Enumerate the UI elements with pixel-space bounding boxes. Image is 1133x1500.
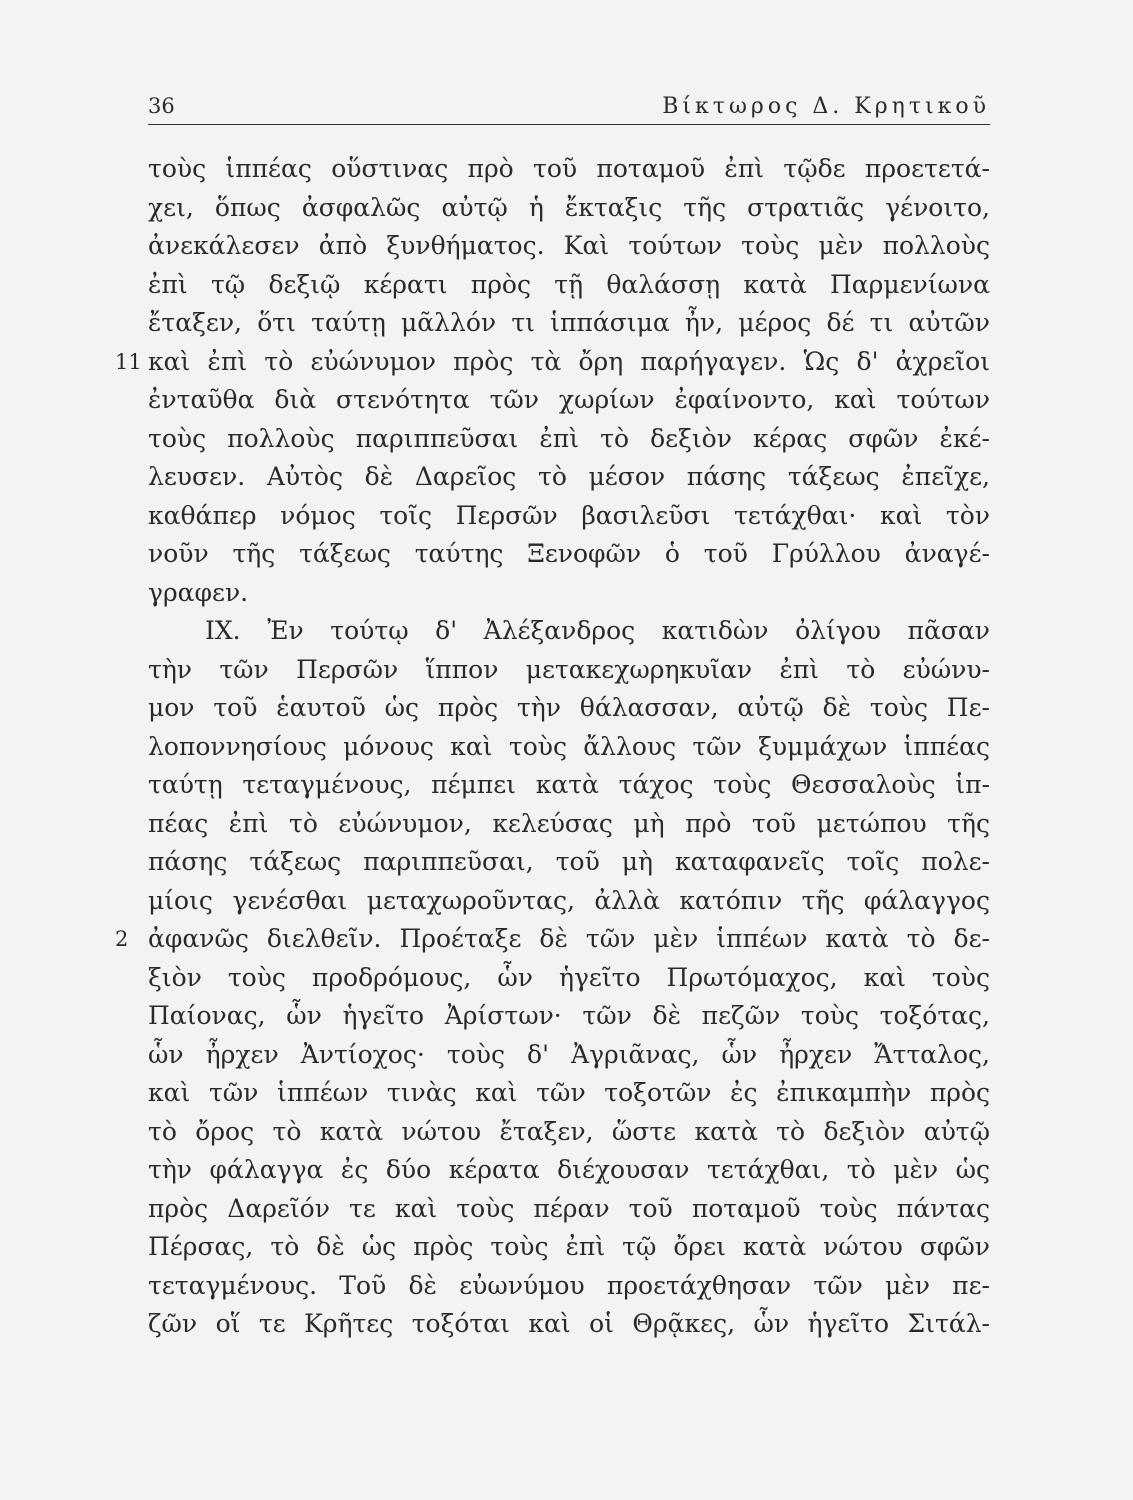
line-text: ἀφανῶς διελθεῖν. Προέταξε δὲ τῶν μὲν ἱππέων κατὰ τὸ δε- xyxy=(148,924,990,953)
running-head: Βίκτωρος Δ. Κρητικοῦ xyxy=(662,94,990,119)
line-text: Πέρσας, τὸ δὲ ὡς πρὸς τοὺς ἐπὶ τῷ ὄρει κατὰ νώτου σφῶν xyxy=(148,1232,990,1261)
text-line xyxy=(148,420,990,459)
line-text: μίοις γενέσθαι μεταχωροῦντας, ἀλλὰ κατόπιν τῆς φάλαγγος xyxy=(148,885,990,915)
text-line xyxy=(148,766,990,805)
text-line xyxy=(148,959,990,998)
text-line xyxy=(148,304,990,343)
text-line xyxy=(148,574,990,613)
line-text: λευσεν. Αὐτὸς δὲ Δαρεῖος τὸ μέσον πάσης τάξεως ἐπεῖχε, xyxy=(148,462,990,491)
line-text: IX. Ἐν τούτῳ δ' Ἀλέξανδρος κατιδὼν ὀλίγου πᾶσαν xyxy=(205,616,990,645)
line-text: γραφεν. xyxy=(148,577,249,607)
text-line xyxy=(148,997,990,1036)
line-text: καὶ ἐπὶ τὸ εὐώνυμον πρὸς τὰ ὄρη παρήγαγεν. Ὡς δ' ἀχρεῖοι xyxy=(148,346,990,376)
text-line xyxy=(148,1151,990,1190)
text-line xyxy=(148,497,990,536)
line-text: τὴν φάλαγγα ἐς δύο κέρατα διέχουσαν τετάχθαι, τὸ μὲν ὡς xyxy=(148,1155,990,1184)
line-text: ξιὸν τοὺς προδρόμους, ὧν ἡγεῖτο Πρωτόμαχος, καὶ τοὺς xyxy=(148,962,990,992)
text-line xyxy=(148,381,990,420)
text-line xyxy=(115,343,990,382)
text-line xyxy=(148,266,990,305)
page-header xyxy=(148,94,990,124)
line-text: τοὺς πολλοὺς παριππεῦσαι ἐπὶ τὸ δεξιὸν κέρας σφῶν ἐκέ- xyxy=(148,423,990,453)
text-line xyxy=(148,843,990,882)
text-line xyxy=(148,189,990,228)
line-text: μον τοῦ ἑαυτοῦ ὡς πρὸς τὴν θάλασσαν, αὐτῷ δὲ τοὺς Πε- xyxy=(148,693,990,722)
text-line xyxy=(148,1074,990,1113)
text-line xyxy=(148,1305,990,1344)
line-text: ἀνεκάλεσεν ἀπὸ ξυνθήματος. Καὶ τούτων τοὺς μὲν πολλοὺς xyxy=(148,231,990,260)
line-text: χει, ὅπως ἀσφαλῶς αὐτῷ ἡ ἔκταξις τῆς στρατιᾶς γένοιτο, xyxy=(148,192,990,222)
line-text: τοὺς ἱππέας οὕστινας πρὸ τοῦ ποταμοῦ ἐπὶ τῷδε προετετά- xyxy=(148,154,990,183)
line-text: ὧν ἦρχεν Ἀντίοχος· τοὺς δ' Ἀγριᾶνας, ὧν ἦρχεν Ἄτταλος, xyxy=(148,1039,990,1069)
text-line xyxy=(148,150,990,189)
text-line xyxy=(148,1036,990,1075)
text-line xyxy=(115,920,990,959)
text-line xyxy=(148,612,990,651)
line-text: τὴν τῶν Περσῶν ἵππον μετακεχωρηκυῖαν ἐπὶ τὸ εὐώνυ- xyxy=(148,654,990,684)
text-line xyxy=(148,1267,990,1306)
margin-section-number: 2 xyxy=(115,927,129,951)
text-line xyxy=(148,805,990,844)
line-text: καὶ τῶν ἱππέων τινὰς καὶ τῶν τοξοτῶν ἐς ἐπικαμπὴν πρὸς xyxy=(148,1078,990,1107)
text-line xyxy=(148,1228,990,1267)
line-text: λοποννησίους μόνους καὶ τοὺς ἄλλους τῶν ξυμμάχων ἱππέας xyxy=(148,731,990,761)
line-text: ζῶν οἵ τε Κρῆτες τοξόται καὶ οἱ Θρᾷκες, ὧν ἡγεῖτο Σιτάλ- xyxy=(148,1309,990,1338)
text-line xyxy=(148,1113,990,1152)
line-text: καθάπερ νόμος τοῖς Περσῶν βασιλεῦσι τετάχθαι· καὶ τὸν xyxy=(148,500,990,530)
line-text: νοῦν τῆς τάξεως ταύτης Ξενοφῶν ὁ τοῦ Γρύλλου ἀναγέ- xyxy=(148,539,990,568)
line-text: ἐπὶ τῷ δεξιῷ κέρατι πρὸς τῇ θαλάσσῃ κατὰ Παρμενίωνα xyxy=(148,269,990,299)
line-text: πέας ἐπὶ τὸ εὐώνυμον, κελεύσας μὴ πρὸ τοῦ μετώπου τῆς xyxy=(148,808,990,838)
line-text: τεταγμένους. Τοῦ δὲ εὐωνύμου προετάχθησαν τῶν μὲν πε- xyxy=(148,1270,990,1300)
text-line xyxy=(148,227,990,266)
text-line xyxy=(148,728,990,767)
text-line xyxy=(148,1190,990,1229)
margin-section-number: 11 xyxy=(115,349,142,374)
line-text: ἐνταῦθα διὰ στενότητα τῶν χωρίων ἐφαίνοντο, καὶ τούτων xyxy=(148,385,990,414)
text-line xyxy=(148,535,990,574)
line-text: ταύτῃ τεταγμένους, πέμπει κατὰ τάχος τοὺς Θεσσαλοὺς ἱπ- xyxy=(148,770,990,799)
line-text: ἔταξεν, ὅτι ταύτῃ μᾶλλόν τι ἱππάσιμα ἦν, μέρος δέ τι αὐτῶν xyxy=(148,308,990,337)
body-text xyxy=(115,150,990,1344)
page-number: 36 xyxy=(148,94,175,118)
text-line xyxy=(148,458,990,497)
text-line xyxy=(148,882,990,921)
line-text: τὸ ὄρος τὸ κατὰ νώτου ἔταξεν, ὥστε κατὰ τὸ δεξιὸν αὐτῷ xyxy=(148,1116,990,1146)
line-text: πρὸς Δαρεῖόν τε καὶ τοὺς πέραν τοῦ ποταμοῦ τοὺς πάντας xyxy=(148,1193,990,1223)
text-line xyxy=(148,651,990,690)
line-text: Παίονας, ὧν ἡγεῖτο Ἀρίστων· τῶν δὲ πεζῶν τοὺς τοξότας, xyxy=(148,1001,990,1030)
text-line xyxy=(148,689,990,728)
line-text: πάσης τάξεως παριππεῦσαι, τοῦ μὴ καταφανεῖς τοῖς πολε- xyxy=(148,847,990,876)
header-rule xyxy=(148,124,990,125)
